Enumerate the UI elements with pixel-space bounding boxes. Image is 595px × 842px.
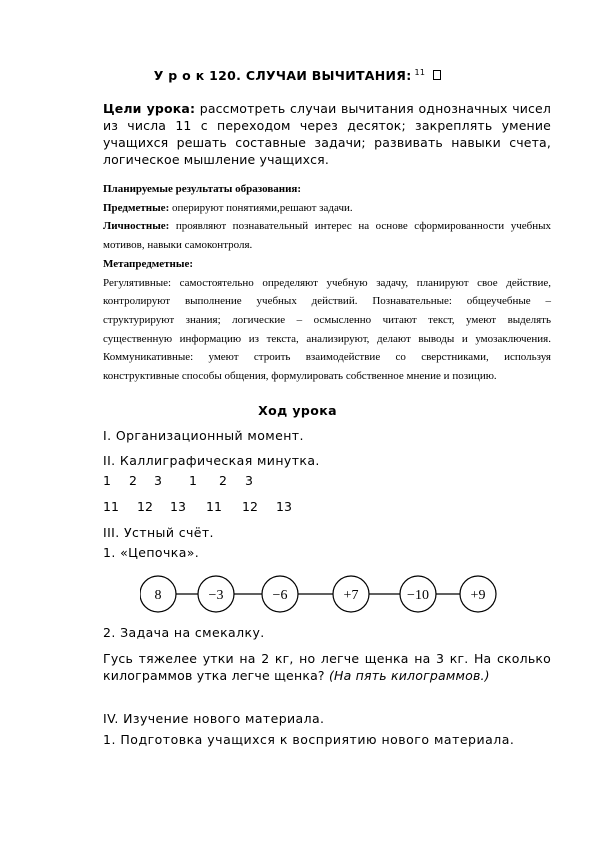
lesson-flow-heading: Ход урока (258, 403, 337, 418)
digit: 3 (154, 473, 162, 488)
section-oral-count: III. Устный счёт. (103, 525, 214, 540)
number: 12 (137, 499, 153, 514)
chain-value: +7 (343, 588, 359, 603)
number: 13 (170, 499, 186, 514)
digit: 1 (189, 473, 197, 488)
lesson-title-text: У р о к 120. СЛУЧАИ ВЫЧИТАНИЯ: (153, 68, 412, 84)
chain-value: +9 (470, 588, 486, 603)
digit: 2 (129, 473, 137, 488)
chain-value: 8 (154, 588, 162, 603)
task-answer: (На пять килограммов.) (328, 668, 490, 683)
chain-diagram (140, 572, 500, 616)
item-chain: 1. «Цепочка». (103, 545, 200, 560)
results-heading: Планируемые результаты образования: (103, 183, 302, 195)
planned-results (103, 180, 551, 386)
prep-paragraph: 1. Подготовка учащихся к восприятию нового материала. (103, 732, 515, 747)
lesson-goals (103, 100, 551, 168)
placeholder-box-icon (433, 70, 441, 80)
number: 11 (103, 499, 119, 514)
calligraphy-row-1 (103, 473, 253, 488)
chain-value: −10 (407, 588, 429, 603)
digit: 1 (103, 473, 111, 488)
subject-text: оперируют понятиями,решают задачи. (169, 201, 353, 214)
goals-label: Цели урока: (103, 101, 196, 116)
goals-text: рассмотреть случаи вычитания однозначных чисел из числа 11 с переходом через десяток; закреплять умение учащихся решать составные задачи; развивать навыки счета, логическое мышление учащихся. (103, 101, 552, 167)
meta-text: Регулятивные: самостоятельно определяют учебную задачу, планируют свое действие, контролируют выполнение учебных действий. Познавательные: общеучебные – структурируют знания; логические – осмысленно читают текст, умеют выделять существенную информацию из текста, анализируют, делают выводы и умозаключения. Коммуникативные: умеют строить взаимодействие со сверстниками, используя конструктивные способы общения, формулировать собственное мнение и позицию. (103, 276, 551, 383)
lesson-title (0, 68, 595, 83)
personal-label: Личностные: (103, 220, 170, 233)
number: 11 (206, 499, 222, 514)
subject-label: Предметные: (103, 201, 170, 214)
digit: 3 (245, 473, 253, 488)
digit: 2 (219, 473, 227, 488)
section-calligraphy: II. Каллиграфическая минутка. (103, 453, 320, 468)
personal-text: проявляют познавательный интерес на основе сформированности учебных мотивов, навыки самоконтроля. (103, 220, 551, 252)
meta-heading: Метапредметные: (103, 257, 194, 270)
number: 13 (276, 499, 292, 514)
chain-value: −6 (272, 588, 288, 603)
section-new-material: IV. Изучение нового материала. (103, 711, 325, 726)
title-superscript: 11 (414, 68, 426, 77)
chain-value: −3 (208, 588, 224, 603)
task-text: Гусь тяжелее утки на 2 кг, но легче щенка на 3 кг. На сколько килограммов утка легче щенка? (103, 651, 551, 683)
logic-task (103, 650, 551, 684)
number: 12 (242, 499, 258, 514)
item-logic-task: 2. Задача на смекалку. (103, 625, 265, 640)
section-organizational: I. Организационный момент. (103, 428, 304, 443)
calligraphy-row-2 (103, 499, 292, 514)
